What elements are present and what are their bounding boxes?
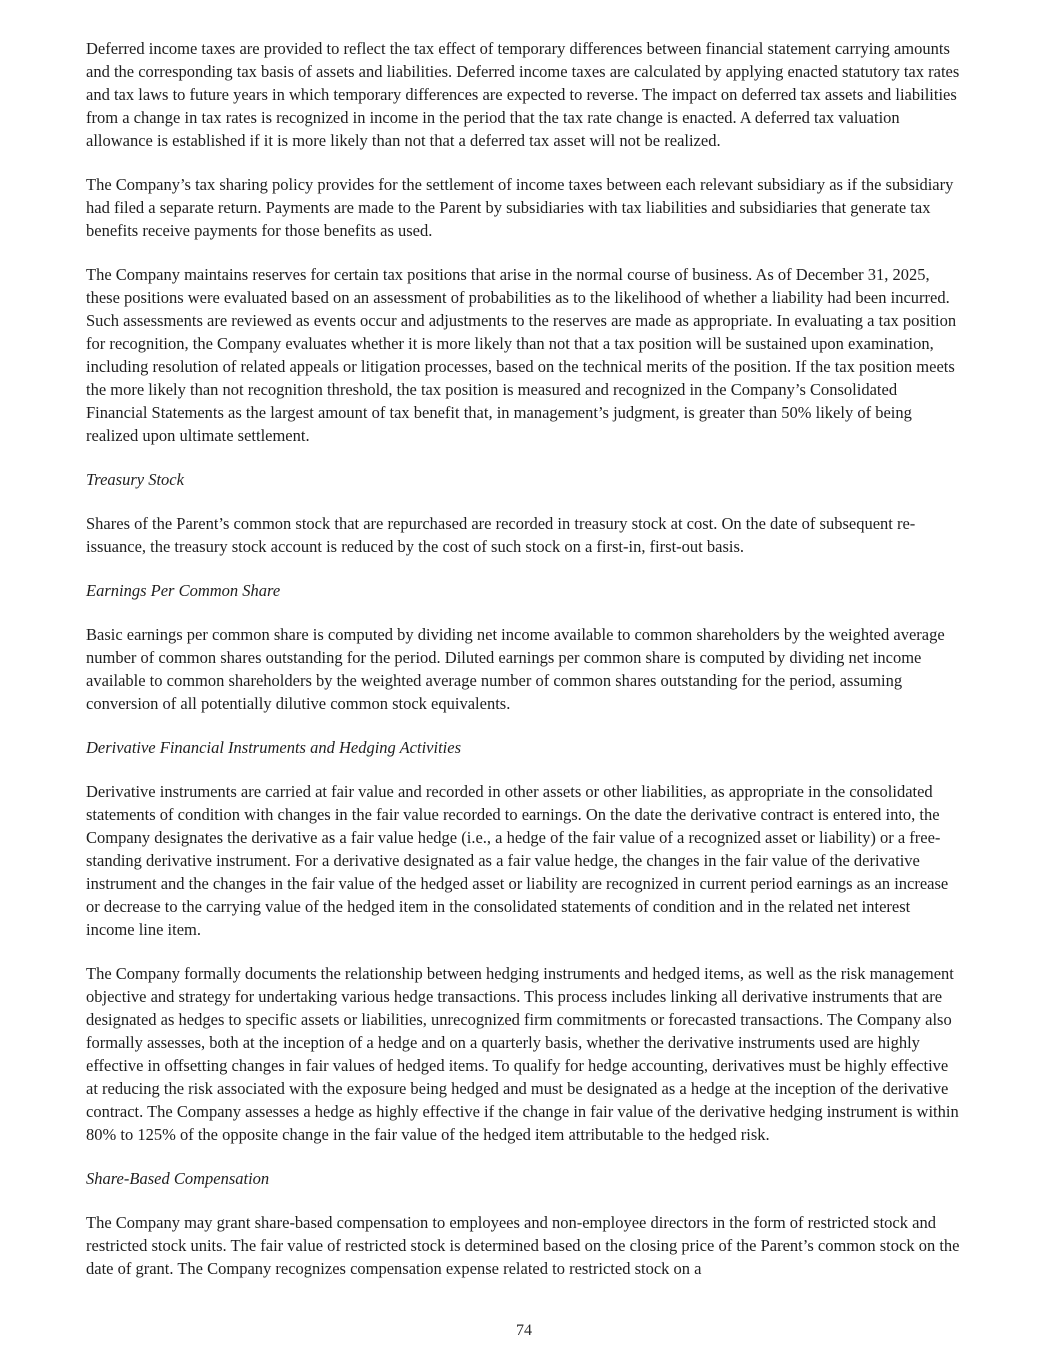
paragraph: The Company’s tax sharing policy provides for the settlement of income taxes between each relevant subsidiary as if the subsidiary had filed a separate return. Payments are made to the Parent by subsidiaries with tax liabilities and subsidiaries that generate tax benefits receive payments for those benefits as used.: [86, 175, 954, 240]
paragraph: The Company formally documents the relationship between hedging instruments and hedged items, as well as the risk management objective and strategy for undertaking various hedge transactions. This process includes linking all derivative instruments that are designated as hedges to specific assets or liabilities, unrecognized firm commitments or forecasted transactions. The Company also formally assesses, both at the inception of a hedge and on a quarterly basis, whether the derivative instruments used are highly effective in offsetting changes in fair values of hedged items. To qualify for hedge accounting, derivatives must be highly effective at reducing the risk associated with the exposure being hedged and must be designated as a hedge at the inception of the derivative contract. The Company assesses a hedge as highly effective if the change in fair value of the derivative hedging instrument is within 80% to 125% of the opposite change in the fair value of the hedged item attributable to the hedged risk.: [86, 964, 959, 1144]
paragraph: Deferred income taxes are provided to reflect the tax effect of temporary differences between financial statement carrying amounts and the corresponding tax basis of assets and liabilities. Deferred income taxes are calculated by applying enacted statutory tax rates and tax laws to future years in which temporary differences are expected to reverse. The impact on deferred tax assets and liabilities from a change in tax rates is recognized in income in the period that the tax rate change is enacted. A deferred tax valuation allowance is established if it is more likely than not that a deferred tax asset will not be realized.: [86, 39, 960, 150]
paragraph: Derivative instruments are carried at fair value and recorded in other assets or other liabilities, as appropriate in the consolidated statements of condition with changes in the fair value recorded to earnings. On the date the derivative contract is entered into, the Company designates the derivative as a fair value hedge (i.e., a hedge of the fair value of a recognized asset or liability) or a free-standing derivative instrument. For a derivative designated as a fair value hedge, the changes in the fair value of the derivative instrument and the changes in the fair value of the hedged asset or liability are recognized in current period earnings as an increase or decrease to the carrying value of the hedged item in the consolidated statements of condition and in the related net interest income line item.: [86, 782, 949, 939]
paragraph: The Company maintains reserves for certain tax positions that arise in the normal course of business. As of December 31, 2025, these positions were evaluated based on an assessment of probabilities as to the likelihood of whether a liability had been incurred. Such assessments are reviewed as events occur and adjustments to the reserves are made as appropriate. In evaluating a tax position for recognition, the Company evaluates whether it is more likely than not that a tax position will be sustained upon examination, including resolution of related appeals or litigation processes, based on the technical merits of the position. If the tax position meets the more likely than not recognition threshold, the tax position is measured and recognized in the Company’s Consolidated Financial Statements as the largest amount of tax benefit that, in management’s judgment, is greater than 50% likely of being realized upon ultimate settlement.: [86, 265, 957, 445]
paragraph: Shares of the Parent’s common stock that are repurchased are recorded in treasury stock at cost. On the date of subsequent re-issuance, the treasury stock account is reduced by the cost of such stock on a first-in, first-out basis.: [86, 514, 916, 556]
section-heading: Treasury Stock: [86, 470, 184, 489]
section-heading: Derivative Financial Instruments and Hedging Activities: [86, 738, 461, 757]
page-footer: [0, 1321, 1048, 1341]
section-heading: Earnings Per Common Share: [86, 581, 281, 600]
paragraph: Basic earnings per common share is computed by dividing net income available to common shareholders by the weighted average number of common shares outstanding for the period. Diluted earnings per common share is computed by dividing net income available to common shareholders by the weighted average number of common shares outstanding for the period, assuming conversion of all potentially dilutive common stock equivalents.: [86, 625, 945, 713]
section-heading: Share-Based Compensation: [86, 1169, 270, 1188]
page-number: 74: [516, 1322, 532, 1339]
paragraph: The Company may grant share-based compensation to employees and non-employee directors in the form of restricted stock and restricted stock units. The fair value of restricted stock is determined based on the closing price of the Parent’s common stock on the date of grant. The Company recognizes compensation expense related to restricted stock on a: [86, 1213, 960, 1278]
